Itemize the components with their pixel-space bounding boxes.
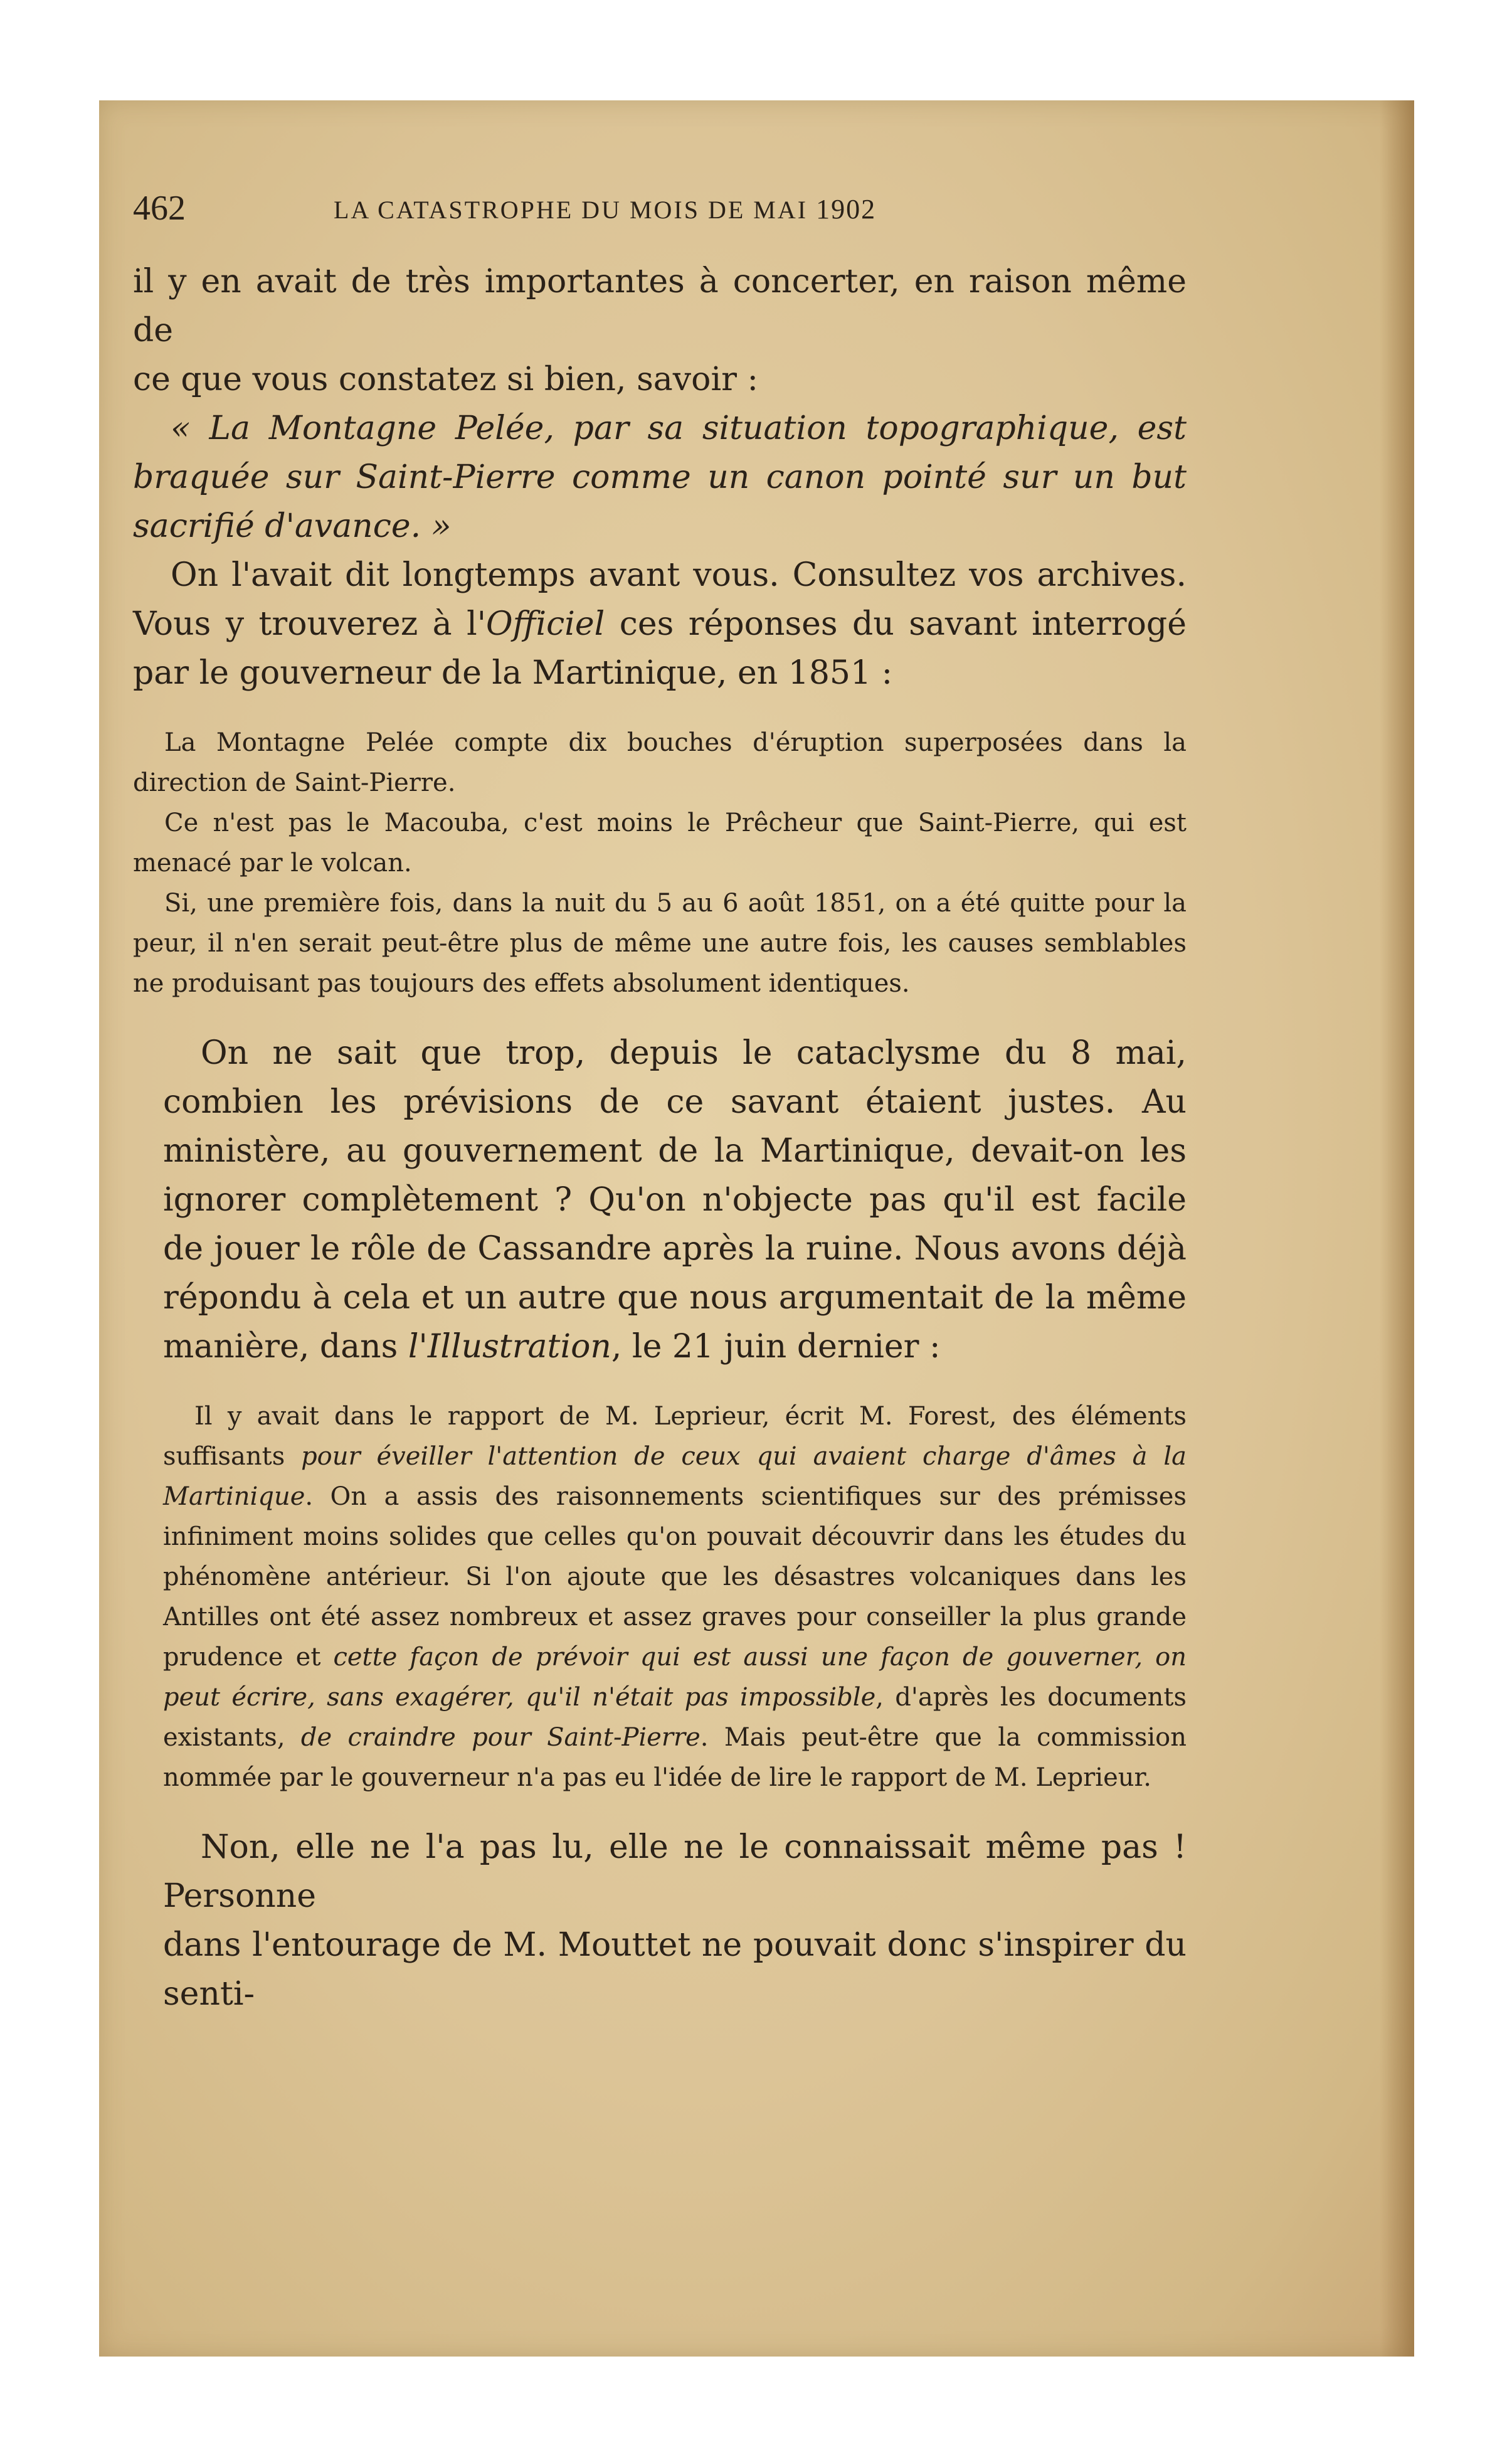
middle-block [133, 1029, 1187, 1371]
running-title-text: LA CATASTROPHE DU MOIS DE MAI [334, 196, 808, 224]
closing-block [133, 1823, 1187, 2018]
quote-2-italic-2: cette façon de prévoir qui est aussi une façon de gouverner, on peut écrire, sans exagérer, qu'il n'était pas impossible [163, 1643, 1187, 1712]
paragraph-3-text-a: On ne sait que trop, depuis le cataclysme du 8 mai, combien les prévisions de ce savant étaient justes. Au ministère, au gouvernement de la Martinique, devait-on les ignorer complètement ? Qu'on n'objecte pas qu'il est facile de jouer le rôle de Cassandre après la ruine. Nous avons déjà répondu à cela et un autre que nous argumentait de la même manière, dans [163, 1034, 1187, 1366]
quoted-statement: « La Montagne Pelée, par sa situation topographique, est braquée sur Saint-Pierre comme un canon pointé sur un but sacrifié d'avance. » [133, 410, 1187, 545]
paragraph-1-line-2: ce que vous constatez si bien, savoir : [133, 361, 758, 398]
opening-block [133, 257, 1187, 697]
paragraph-2-text-b: ces réponses du savant interrogé par le gouverneur de la Martinique, en 1851 : [133, 605, 1187, 692]
paragraph-3-text-b: , le 21 juin dernier : [611, 1328, 941, 1366]
paragraph-3 [163, 1029, 1187, 1371]
book-page [133, 188, 1187, 2018]
quotation-1851 [133, 723, 1187, 1004]
paragraph-3-italic: l'Illustration [408, 1328, 611, 1366]
paragraph-2-italic: Officiel [486, 605, 605, 643]
running-header [133, 188, 1187, 245]
quote-2-italic-1: pour éveiller l'attention de ceux qui avaient charge d'âmes à la Martinique [163, 1442, 1187, 1511]
quote-1-paragraph-2: Ce n'est pas le Macouba, c'est moins le Prêcheur que Saint-Pierre, qui est menacé par le volcan. [133, 809, 1187, 878]
quote-2-italic-3: de craindre pour Saint-Pierre [300, 1723, 700, 1752]
paragraph-2 [133, 551, 1187, 697]
paragraph-1-line-1: il y en avait de très importantes à concerter, en raison même de [133, 263, 1187, 349]
quote-2-text-2: . On a assis des raisonnements scientifiques sur des prémisses infiniment moins solides que celles qu'on pouvait découvrir dans les études du phénomène antérieur. Si l'on ajoute que les désastres volcaniques dans les Antilles ont été assez nombreux et assez graves pour conseiller la plus grande prudence et [163, 1482, 1187, 1672]
quote-1-paragraph-1: La Montagne Pelée compte dix bouches d'éruption superposées dans la direction de Saint-Pierre. [133, 728, 1187, 797]
running-title [334, 193, 876, 225]
quote-1-paragraph-3: Si, une première fois, dans la nuit du 5 au 6 août 1851, on a été quitte pour la peur, il n'en serait peut-être plus de même une autre fois, les causes semblables ne produisant pas toujours des effets absolument identiques. [133, 889, 1187, 998]
paragraph-4-line-1: Non, elle ne l'a pas lu, elle ne le connaissait même pas ! Personne [163, 1828, 1187, 1915]
quote-2-paragraph [163, 1396, 1187, 1798]
quote-2-text-1: Il y avait dans le rapport de M. Leprieur, écrit M. Forest, des éléments suffisants [163, 1402, 1187, 1471]
paragraph-2-text-a: On l'avait dit longtemps avant vous. Consultez vos archives. Vous y trouverez à l' [133, 556, 1187, 643]
page-number: 462 [133, 189, 186, 228]
running-title-year: 1902 [816, 194, 877, 225]
quotation-forest [133, 1396, 1187, 1798]
paragraph-4-line-2: dans l'entourage de M. Mouttet ne pouvait donc s'inspirer du senti- [163, 1926, 1187, 2013]
page-edge-shadow [1380, 100, 1414, 2357]
quote-2-text-3: , d'après les documents existants, [163, 1683, 1187, 1752]
quote-2-text-4: . Mais peut-être que la commission nommée par le gouverneur n'a pas eu l'idée de lire le rapport de M. Leprieur. [163, 1723, 1187, 1792]
